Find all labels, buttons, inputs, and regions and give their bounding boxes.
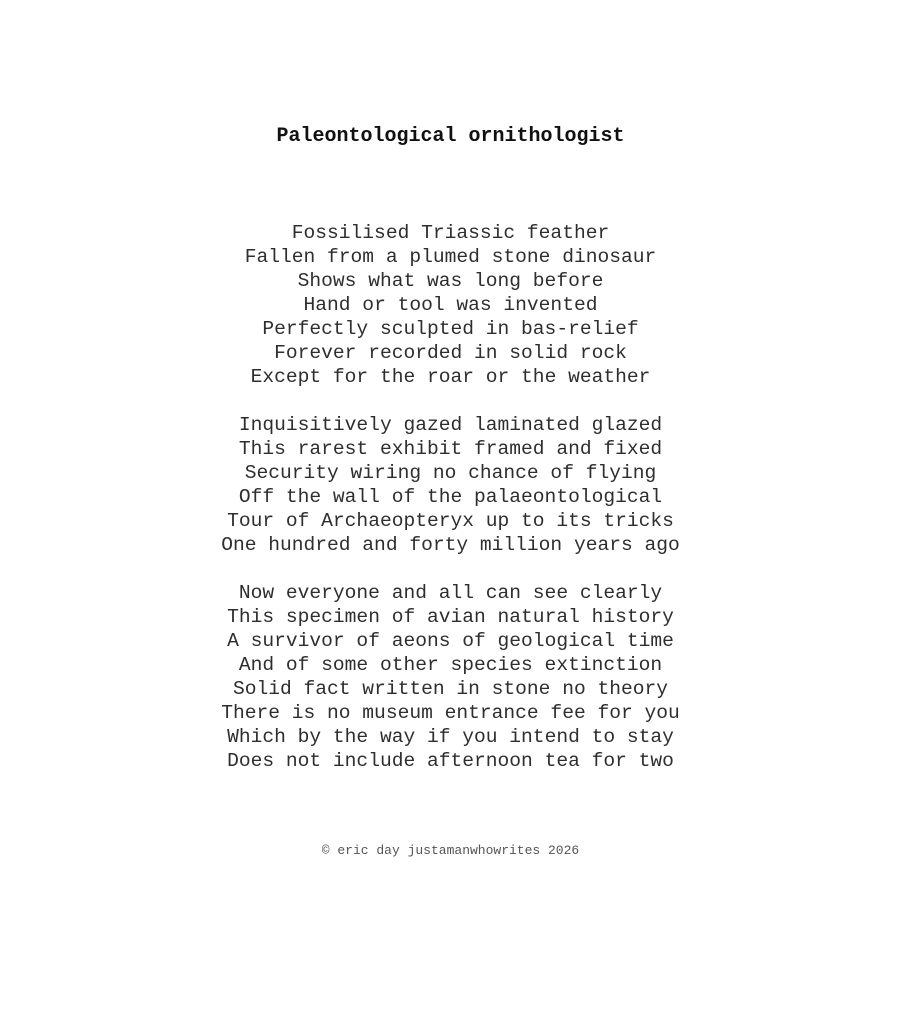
copyright-notice: © eric day justamanwhowrites 2026 bbox=[321, 843, 580, 858]
poem-line: Shows what was long before bbox=[297, 270, 604, 292]
poem-line: Off the wall of the palaeontological bbox=[238, 486, 663, 508]
poem-line: This specimen of avian natural history bbox=[227, 606, 674, 628]
poem-line: Does not include afternoon tea for two bbox=[227, 750, 674, 772]
poem-line: Tour of Archaeopteryx up to its tricks bbox=[227, 510, 674, 532]
poem-line: There is no museum entrance fee for you bbox=[221, 702, 680, 724]
stanza-1 bbox=[0, 221, 901, 389]
poem-title: Paleontological ornithologist bbox=[276, 125, 625, 148]
poem-line: Fallen from a plumed stone dinosaur bbox=[244, 246, 657, 268]
poem-line: And of some other species extinction bbox=[238, 654, 663, 676]
poem-line: Forever recorded in solid rock bbox=[274, 342, 627, 364]
poem-line: One hundred and forty million years ago bbox=[221, 534, 680, 556]
poem-line: Now everyone and all can see clearly bbox=[238, 582, 663, 604]
poem-line: Except for the roar or the weather bbox=[250, 366, 651, 388]
poem-line: A survivor of aeons of geological time bbox=[227, 630, 674, 652]
poem-line: Hand or tool was invented bbox=[303, 294, 598, 316]
poem-line: Inquisitively gazed laminated glazed bbox=[238, 414, 663, 436]
poem-line: Fossilised Triassic feather bbox=[291, 222, 610, 244]
poem-line: Security wiring no chance of flying bbox=[244, 462, 657, 484]
stanza-2 bbox=[0, 413, 901, 557]
stanza-3 bbox=[0, 581, 901, 773]
poem-line: Perfectly sculpted in bas-relief bbox=[262, 318, 639, 340]
poem-line: Solid fact written in stone no theory bbox=[232, 678, 669, 700]
poem-line: This rarest exhibit framed and fixed bbox=[238, 438, 663, 460]
poem-line: Which by the way if you intend to stay bbox=[227, 726, 674, 748]
